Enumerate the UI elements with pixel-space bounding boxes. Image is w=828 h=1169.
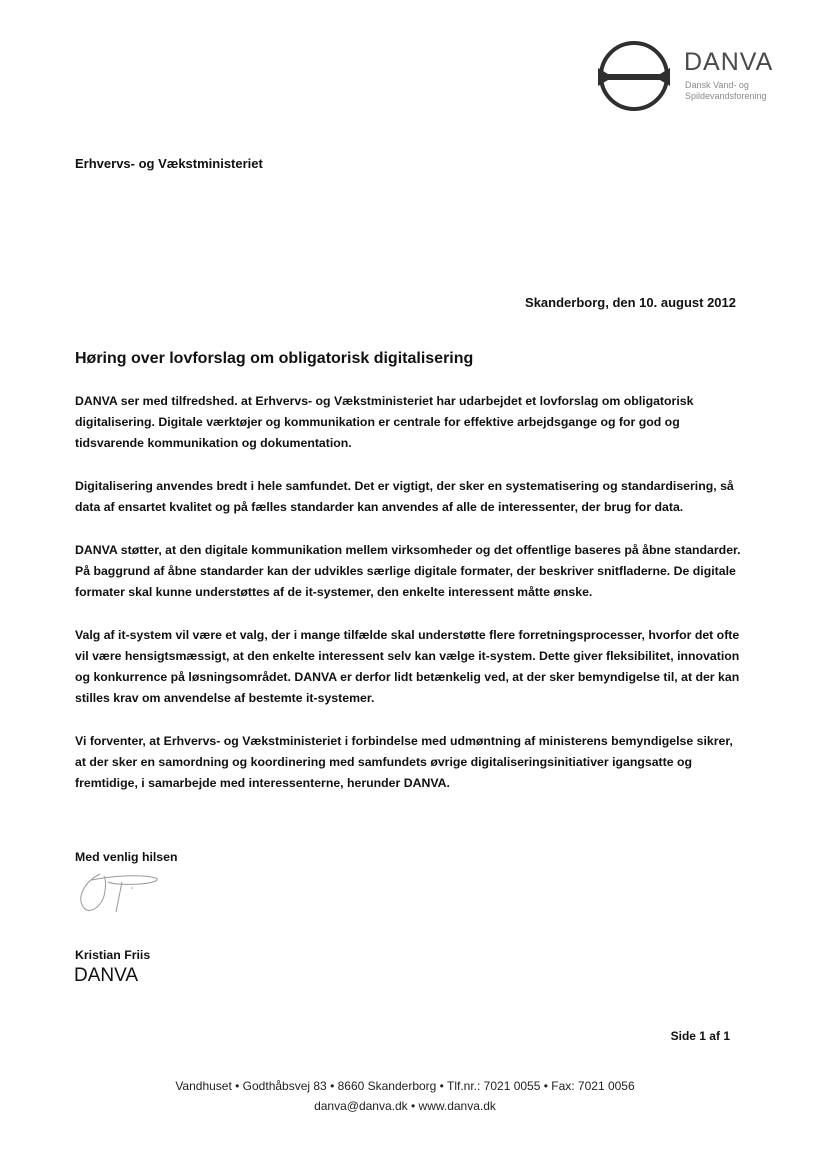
letter-body bbox=[75, 391, 745, 816]
signer-name: Kristian Friis bbox=[75, 948, 151, 962]
danva-emblem-icon bbox=[596, 34, 682, 120]
page-number: Side 1 af 1 bbox=[670, 1029, 730, 1043]
paragraph: DANVA støtter, at den digitale kommunikation mellem virksomheder og det offentlige baseres på åbne standarder. På baggrund af åbne standarder kan der udvikles særlige digitale formater, der beskriver snitfladerne. De digitale formater skal kunne understøttes af de it-systemer, den enkelte interessent måtte ønske. bbox=[75, 543, 741, 599]
recipient: Erhvervs- og Vækstministeriet bbox=[75, 156, 263, 171]
closing: Med venlig hilsen bbox=[75, 850, 178, 864]
danva-logo bbox=[596, 34, 796, 124]
letter-subject: Høring over lovforslag om obligatorisk digitalisering bbox=[75, 350, 474, 367]
paragraph: Vi forventer, at Erhvervs- og Vækstministeriet i forbindelse med udmøntning af ministerens bemyndigelse sikrer, at der sker en samordning og koordinering med samfundets øvrige digitaliseringsinitiativer igangsatte og fremtidige, i samarbejde med interessenterne, herunder DANVA. bbox=[75, 734, 733, 790]
footer bbox=[0, 1076, 810, 1116]
paragraph: Digitalisering anvendes bredt i hele samfundet. Det er vigtigt, der sker en systematisering og standardisering, så data af ensartet kvalitet og på fælles standarder kan anvendes af alle de interessenter, der brug for data. bbox=[75, 479, 734, 514]
dateline: Skanderborg, den 10. august 2012 bbox=[525, 295, 736, 310]
logo-name: DANVA bbox=[684, 48, 774, 76]
paragraph: DANVA ser med tilfredshed. at Erhvervs- og Vækstministeriet har udarbejdet et lovforslag om obligatorisk digitalisering. Digitale værktøjer og kommunikation er centrale for effektive arbejdsgange og for god og tidsvarende kommunikation og dokumentation. bbox=[75, 394, 694, 450]
signer-organization: DANVA bbox=[74, 965, 139, 986]
footer-address: Vandhuset • Godthåbsvej 83 • 8660 Skanderborg • Tlf.nr.: 7021 0055 • Fax: 7021 0056 bbox=[175, 1079, 635, 1093]
handwritten-signature-icon bbox=[70, 866, 170, 922]
paragraph: Valg af it-system vil være et valg, der i mange tilfælde skal understøtte flere forretningsprocesser, hvorfor det ofte vil være hensigtsmæssigt, at den enkelte interessent selv kan vælge it-system. Dette giver fleksibilitet, innovation og konkurrence på løsningsområdet. DANVA er derfor lidt betænkelig ved, at der sker bemyndigelse til, at der kan stilles krav om anvendelse af bestemte it-systemer. bbox=[75, 628, 740, 705]
footer-contact: danva@danva.dk • www.danva.dk bbox=[314, 1099, 496, 1113]
logo-subtitle: Dansk Vand- og Spildevandsforening bbox=[685, 80, 767, 101]
